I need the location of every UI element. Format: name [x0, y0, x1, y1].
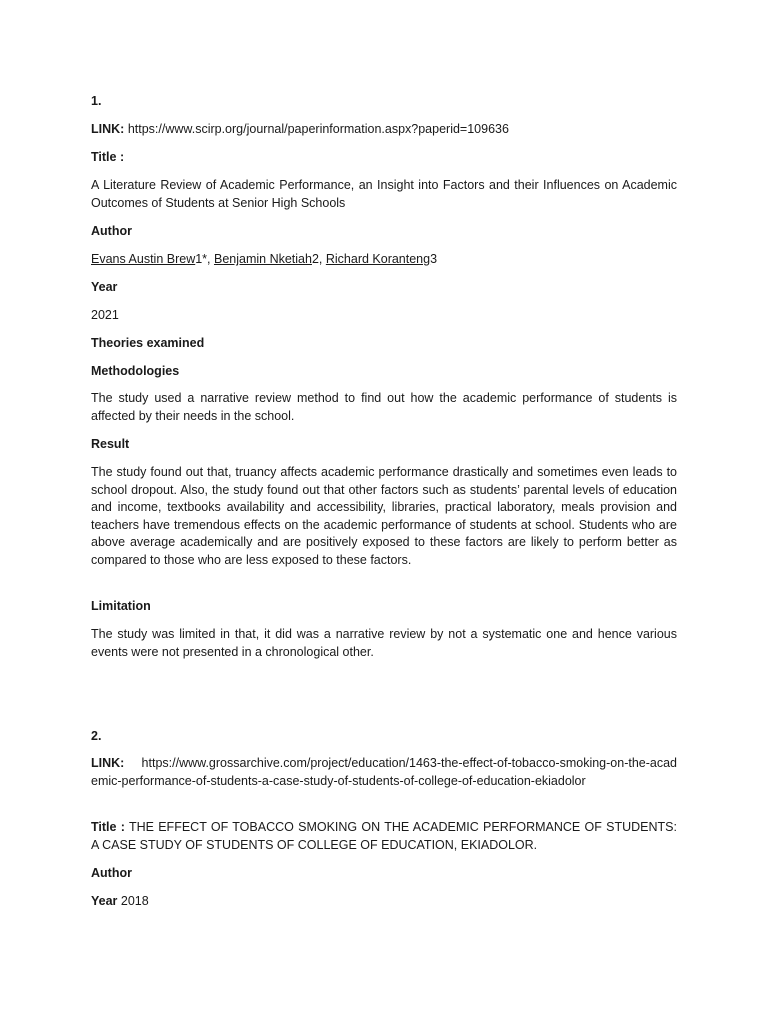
year-row — [91, 892, 677, 910]
author-link[interactable]: Evans Austin Brew — [91, 252, 196, 266]
result-text: The study found out that, truancy affects academic performance drastically and sometimes even leads to school dropout. Also, the study found out that other factors such as students’ parental levels of education and income, textbooks availability and accessibility, libraries, practical laboratory, meals provision and teachers have tremendous effects on the academic performance of students at school. Students who are above average academically and are positively exposed to these factors are likely to perform better as compared to those who are less exposed to these factors. — [91, 465, 677, 567]
year-label: Year — [91, 280, 118, 294]
entry-number: 2. — [91, 729, 102, 743]
author-link[interactable]: Richard Koranteng — [325, 252, 431, 266]
methodologies-text: The study used a narrative review method to find out how the academic performance of students is affected by their needs in the school. — [91, 391, 677, 423]
link-label: LINK: — [91, 122, 125, 136]
title-text: A Literature Review of Academic Performance, an Insight into Factors and their Influences on Academic Outcomes of Students at Senior High Schools — [91, 178, 677, 210]
link-row — [91, 755, 677, 790]
theories-label: Theories examined — [91, 336, 205, 350]
year-value: 2018 — [120, 894, 149, 908]
result-label: Result — [91, 437, 130, 451]
author-label: Author — [91, 224, 132, 238]
author-list — [91, 250, 677, 268]
limitation-label: Limitation — [91, 599, 151, 613]
methodologies-label: Methodologies — [91, 364, 180, 378]
entry-number: 1. — [91, 94, 102, 108]
author-suffix: 3 — [430, 252, 438, 266]
title-row — [91, 819, 677, 854]
link-row — [91, 120, 677, 138]
year-value: 2021 — [91, 308, 119, 322]
author-suffix: 2, — [311, 252, 326, 266]
link-url[interactable]: https://www.grossarchive.com/project/education/1463-the-effect-of-tobacco-smoking-on-the-academic-performance-of-students-a-case-study-of-students-of-college-of-education-ekiadolor — [91, 756, 677, 788]
author-label: Author — [91, 866, 132, 880]
link-url[interactable]: https://www.scirp.org/journal/paperinformation.aspx?paperid=109636 — [127, 122, 509, 136]
year-label: Year — [91, 894, 118, 908]
title-text: THE EFFECT OF TOBACCO SMOKING ON THE ACADEMIC PERFORMANCE OF STUDENTS: A CASE STUDY OF STUDENTS OF COLLEGE OF EDUCATION, EKIADOLOR. — [91, 820, 677, 852]
title-label: Title : — [91, 150, 125, 164]
author-suffix: 1*, — [195, 252, 214, 266]
link-label: LINK: — [91, 756, 125, 770]
title-label: Title : — [91, 820, 125, 834]
limitation-text: The study was limited in that, it did was a narrative review by not a systematic one and hence various events were not presented in a chronological other. — [91, 627, 677, 659]
author-link[interactable]: Benjamin Nketiah — [213, 252, 312, 266]
